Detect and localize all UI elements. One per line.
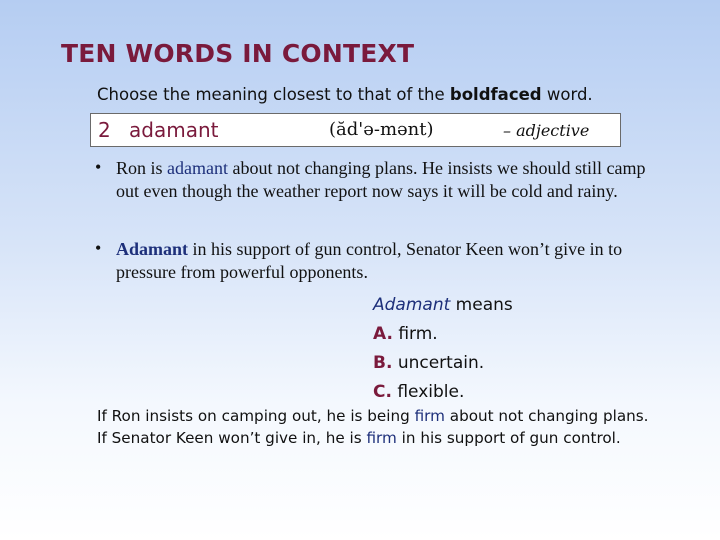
- answer-option-a[interactable]: [373, 320, 513, 349]
- word-number: 2: [98, 118, 111, 142]
- explanation-part-1: If Ron insists on camping out, he is being: [97, 407, 415, 425]
- page-title: TEN WORDS IN CONTEXT: [61, 39, 415, 68]
- option-letter: C.: [373, 382, 392, 402]
- bullet-icon: •: [95, 157, 102, 177]
- explanation-highlight-2: firm: [366, 428, 397, 447]
- explanation-part-2: about not changing plans. If Senator Keen won’t give in, he is: [97, 407, 649, 447]
- multiple-choice-question: [373, 291, 513, 407]
- example-text-after: in his support of gun control, Senator Keen won’t give in to pressure from powerful opponents.: [116, 239, 623, 282]
- example-highlight-word: adamant: [167, 158, 228, 178]
- explanation-part-3: in his support of gun control.: [396, 428, 621, 447]
- vocabulary-word-box: [90, 113, 621, 147]
- example-highlight-word: Adamant: [116, 239, 189, 259]
- pronunciation: (ăd'ə-mənt): [329, 119, 434, 140]
- vocabulary-word: adamant: [129, 118, 219, 142]
- example-text-before: Ron is: [116, 158, 168, 178]
- example-sentence-2: [95, 238, 655, 284]
- answer-explanation: [97, 406, 657, 449]
- option-letter: A.: [373, 324, 393, 344]
- example-text: [116, 238, 655, 284]
- instruction-prefix: Choose the meaning closest to that of the: [97, 85, 450, 104]
- option-letter: B.: [373, 353, 393, 373]
- example-text: [116, 157, 655, 203]
- answer-option-b[interactable]: [373, 349, 513, 378]
- example-text-after: about not changing plans. He insists we should still camp out even though the weather report now says it will be cold and rainy.: [116, 158, 646, 201]
- example-sentence-1: [95, 157, 655, 203]
- bullet-icon: •: [95, 238, 102, 258]
- option-text: flexible.: [391, 382, 465, 402]
- option-text: firm.: [392, 324, 438, 344]
- question-stem-text: means: [450, 295, 513, 315]
- instruction-text: [97, 85, 593, 104]
- question-stem: [373, 291, 513, 320]
- option-text: uncertain.: [392, 353, 485, 373]
- explanation-highlight-1: firm: [414, 407, 445, 425]
- instruction-bold-word: boldfaced: [449, 85, 542, 104]
- answer-option-c[interactable]: [373, 378, 513, 407]
- part-of-speech: – adjective: [503, 121, 590, 140]
- instruction-suffix: word.: [541, 85, 593, 104]
- question-word: Adamant: [373, 295, 451, 315]
